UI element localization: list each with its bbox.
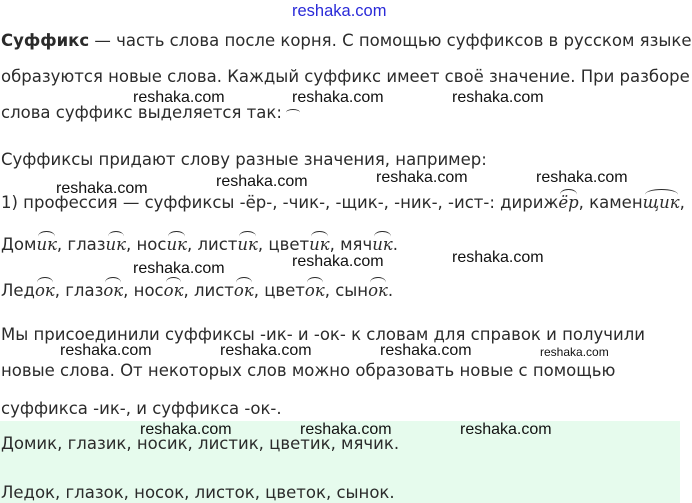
- suffix-marked: ок: [233, 281, 254, 300]
- watermark: reshaka.com: [220, 342, 312, 359]
- word-stem: Дом: [1, 235, 37, 254]
- suffix-marked: ик: [36, 235, 57, 254]
- suffix-mark-icon: [286, 109, 300, 116]
- watermark: reshaka.com: [540, 345, 609, 359]
- profession-line: [1, 193, 685, 212]
- suffix-marked: ок: [368, 281, 388, 300]
- suffix-marked: щик: [642, 193, 680, 212]
- suffix-marked: ёр: [558, 193, 579, 212]
- word-stem: цвет: [268, 235, 310, 254]
- word-stem: глаз: [67, 235, 106, 254]
- profession-text: 1) профессия — суффиксы -ёр-, -чик-, -щик-, -ник-, -ист-: дириж: [1, 193, 559, 212]
- definition-line-1: [1, 31, 692, 50]
- definition-line-3: [1, 103, 300, 122]
- answer-line-1: Домик, глазик, носик, листик, цветик, мячик.: [1, 434, 400, 453]
- examples-intro: Суффиксы придают слову разные значения, например:: [1, 150, 487, 169]
- separator: ,: [56, 235, 68, 254]
- separator: ,: [126, 235, 137, 254]
- suffix-marked: ок: [304, 281, 325, 300]
- separator: ,: [183, 281, 194, 300]
- watermark: reshaka.com: [452, 89, 544, 106]
- watermark: reshaka.com: [60, 342, 152, 359]
- separator: ,: [186, 235, 198, 254]
- suffix-marked: ик: [372, 235, 393, 254]
- suffix-marked: ик: [237, 235, 258, 254]
- separator: ,: [54, 281, 66, 300]
- watermark: reshaka.com: [56, 180, 148, 197]
- profession-text: , камен: [578, 193, 643, 212]
- word-stem: лист: [197, 235, 238, 254]
- suffix-marked: ок: [34, 281, 55, 300]
- word-stem: сын: [335, 281, 369, 300]
- suffix-marked: ик: [309, 235, 330, 254]
- explanation-line-3: суффикса -ик-, и суффикса -ок-.: [1, 399, 282, 418]
- word-stem: лист: [193, 281, 234, 300]
- separator: ,: [257, 235, 269, 254]
- watermark: reshaka.com: [300, 421, 392, 438]
- separator: .: [387, 281, 394, 300]
- watermark: reshaka.com: [140, 421, 232, 438]
- separator: ,: [324, 281, 336, 300]
- separator: ,: [329, 235, 341, 254]
- watermark: reshaka.com: [460, 421, 552, 438]
- suffix-marked: ик: [105, 235, 127, 254]
- word-stem: Лед: [1, 281, 35, 300]
- watermark: reshaka.com: [292, 2, 387, 20]
- explanation-line-1: Мы присоединили суффиксы -ик- и -ок- к словам для справок и получили: [1, 325, 646, 344]
- word-stem: нос: [133, 281, 164, 300]
- suffix-marked: ик: [166, 235, 187, 254]
- watermark: reshaka.com: [133, 89, 225, 106]
- watermark: reshaka.com: [292, 89, 384, 106]
- explanation-line-2: новые слова. От некоторых слов можно образовать новые с помощью: [1, 361, 616, 380]
- watermark: reshaka.com: [536, 169, 628, 186]
- suffix-marked: ок: [163, 281, 184, 300]
- watermark: reshaka.com: [292, 253, 384, 270]
- watermark: reshaka.com: [452, 249, 544, 266]
- watermark: reshaka.com: [133, 260, 225, 277]
- separator: ,: [123, 281, 134, 300]
- watermark: reshaka.com: [376, 169, 468, 186]
- word-stem: глаз: [65, 281, 104, 300]
- watermark: reshaka.com: [380, 342, 472, 359]
- ik-words-line: [1, 235, 398, 254]
- definition-text: слова суффикс выделяется так:: [1, 103, 282, 122]
- watermark: reshaka.com: [216, 173, 308, 190]
- suffix-marked: ок: [103, 281, 124, 300]
- definition-line-2: образуются новые слова. Каждый суффикс имеет своё значение. При разборе: [1, 67, 690, 86]
- term-suffix: Суффикс: [1, 31, 90, 50]
- definition-text: — часть слова после корня. С помощью суффиксов в русском языке: [89, 31, 692, 50]
- word-stem: нос: [136, 235, 167, 254]
- answer-line-2: Ледок, глазок, носок, листок, цветок, сынок.: [1, 483, 395, 502]
- separator: ,: [253, 281, 265, 300]
- separator: .: [392, 235, 398, 254]
- word-stem: цвет: [264, 281, 305, 300]
- ok-words-line: [1, 281, 393, 300]
- profession-text: ,: [679, 193, 685, 212]
- word-stem: мяч: [340, 235, 373, 254]
